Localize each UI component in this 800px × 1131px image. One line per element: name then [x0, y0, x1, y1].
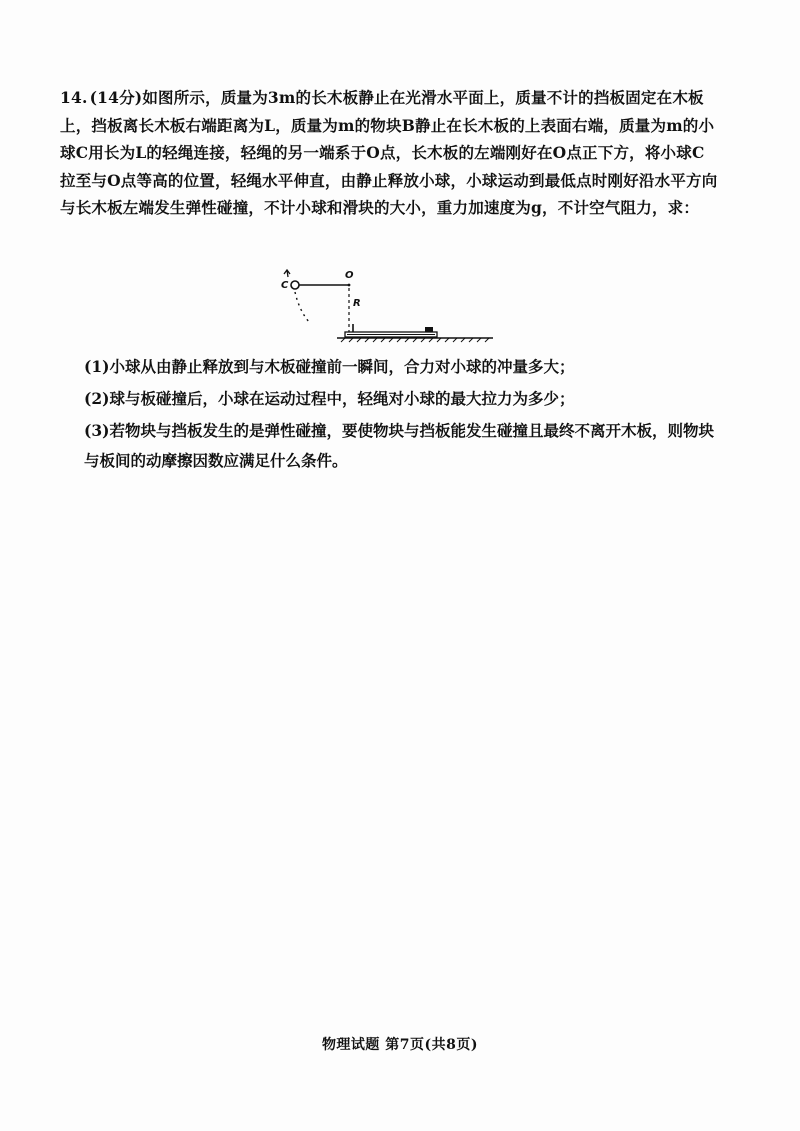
label-o: O — [345, 270, 354, 281]
release-mark — [284, 270, 290, 277]
question-number: 14. — [60, 88, 88, 107]
question-14 — [60, 84, 720, 222]
pendulum-board-figure — [275, 264, 515, 354]
label-r: R — [353, 298, 361, 309]
part-2: (2)球与板碰撞后，小球在运动过程中，轻绳对小球的最大拉力为多少； — [84, 389, 575, 408]
part-3: (3)若物块与挡板发生的是弹性碰撞，要使物块与挡板能发生碰撞且最终不离开木板，则物块与板间的动摩擦因数应满足什么条件。 — [84, 421, 714, 470]
part-1: (1)小球从由静止释放到与木板碰撞前一瞬间，合力对小球的冲量多大； — [84, 357, 575, 376]
question-parts — [84, 352, 724, 478]
ball-c — [291, 281, 299, 289]
question-stem — [60, 84, 720, 222]
figure-svg — [275, 264, 515, 354]
block-b — [425, 327, 433, 332]
pivot-o — [348, 284, 351, 287]
swing-arc — [295, 292, 309, 322]
question-body: 如图所示，质量为3m的长木板静止在光滑水平面上，质量不计的挡板固定在木板上，挡板离长木板右端距离为L，质量为m的物块B静止在长木板的上表面右端，质量为m的小球C用长为L的轻绳连接，轻绳的另一端系于O点，长木板的左端刚好在O点正下方，将小球C拉至与O点等高的位置，轻绳水平伸直，由静止释放小球，小球运动到最低点时刚好沿水平方向与长木板左端发生弹性碰撞，不计小球和滑块的大小，重力加速度为g，不计空气阻力，求： — [60, 88, 718, 217]
label-c: C — [281, 280, 289, 291]
page-footer: 物理试题 第7页(共8页) — [321, 1037, 479, 1053]
question-score: (14分) — [89, 88, 143, 107]
